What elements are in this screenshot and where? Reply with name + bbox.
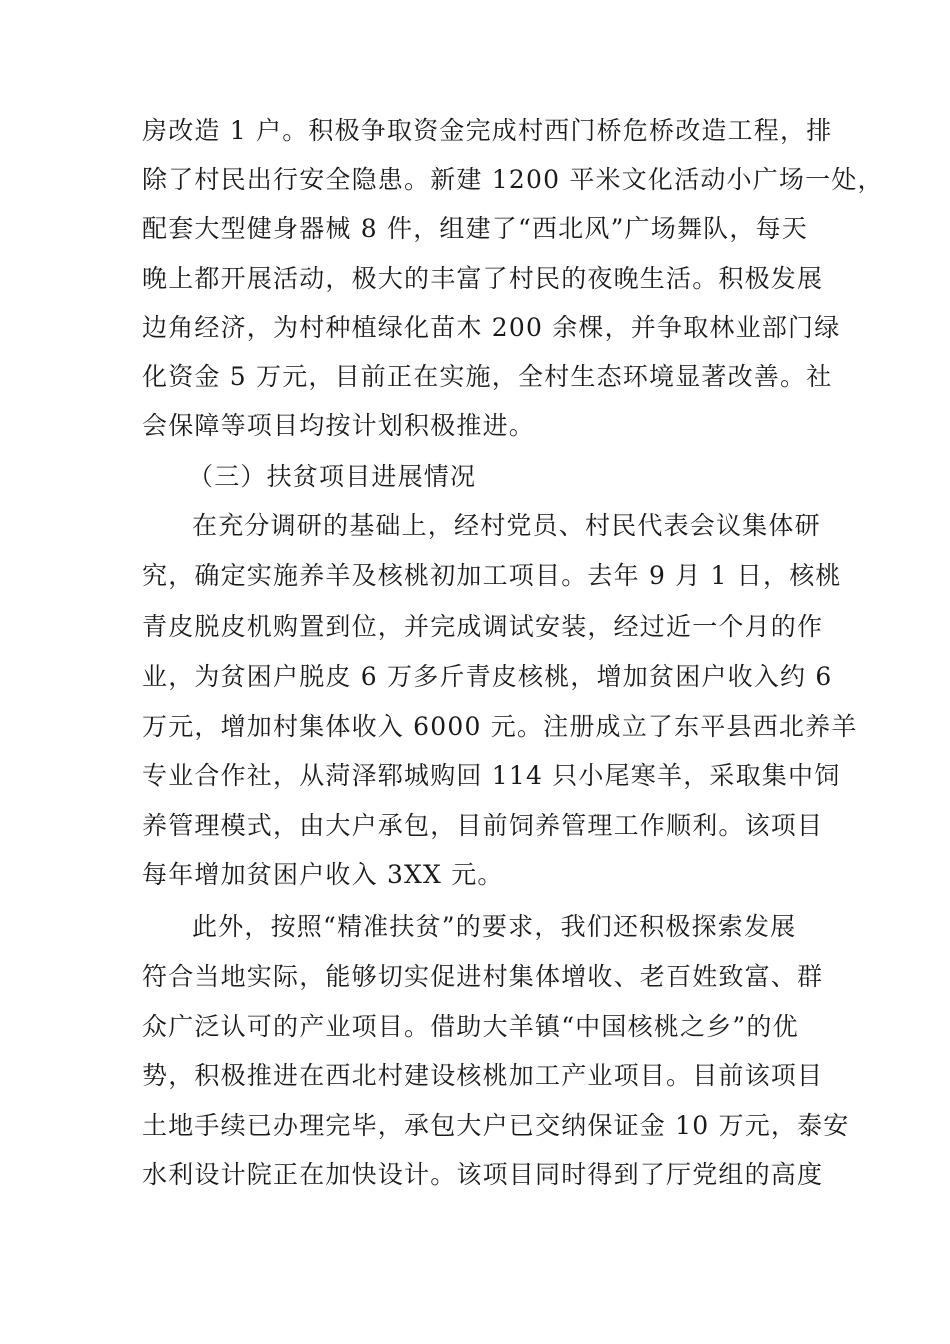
text-line-6: 化资金 5 万元，目前正在实施，全村生态环境显著改善。社: [142, 362, 833, 391]
text-line-14: 专业合作社，从菏泽郓城购回 114 只小尾寒羊，采取集中饲: [142, 761, 841, 790]
text-line-2: 除了村民出行安全隐患。新建 1200 平米文化活动小广场一处，: [142, 165, 884, 194]
text-line-13: 万元，增加村集体收入 6000 元。注册成立了东平县西北养羊: [142, 712, 858, 741]
text-line-19: 众广泛认可的产业项目。借助大羊镇“中国核桃之乡”的优: [142, 1012, 799, 1041]
text-line-5: 边角经济，为村种植绿化苗木 200 余棵，并争取林业部门绿: [142, 313, 841, 342]
section-heading: （三）扶贫项目进展情况: [188, 462, 477, 491]
text-line-21: 土地手续已办理完毕，承包大户已交纳保证金 10 万元，泰安: [142, 1111, 850, 1140]
text-line-4: 晚上都开展活动，极大的丰富了村民的夜晚生活。积极发展: [142, 264, 824, 293]
text-line-7: 会保障等项目均按计划积极推进。: [142, 411, 536, 440]
text-line-22: 水利设计院正在加快设计。该项目同时得到了厅党组的高度: [142, 1160, 824, 1189]
text-line-18: 符合当地实际，能够切实促进村集体增收、老百姓致富、群: [142, 962, 824, 991]
text-line-20: 势，积极推进在西北村建设核桃加工产业项目。目前该项目: [142, 1061, 824, 1090]
text-line-10: 究，确定实施养羊及核桃初加工项目。去年 9 月 1 日，核桃: [142, 561, 842, 590]
text-line-12: 业，为贫困户脱皮 6 万多斤青皮核桃，增加贫困户收入约 6: [142, 662, 833, 691]
text-line-11: 青皮脱皮机购置到位，并完成调试安装，经过近一个月的作: [142, 612, 824, 641]
text-line-1: 房改造 1 户。积极争取资金完成村西门桥危桥改造工程，排: [142, 116, 833, 145]
text-line-9: 在充分调研的基础上，经村党员、村民代表会议集体研: [192, 511, 821, 540]
text-line-15: 养管理模式，由大户承包，目前饲养管理工作顺利。该项目: [142, 811, 824, 840]
text-line-3: 配套大型健身器械 8 件，组建了“西北风”广场舞队，每天: [142, 214, 808, 243]
text-line-17: 此外，按照“精准扶贫”的要求，我们还积极探索发展: [192, 912, 797, 941]
text-line-16: 每年增加贫困户收入 3XX 元。: [142, 860, 504, 889]
